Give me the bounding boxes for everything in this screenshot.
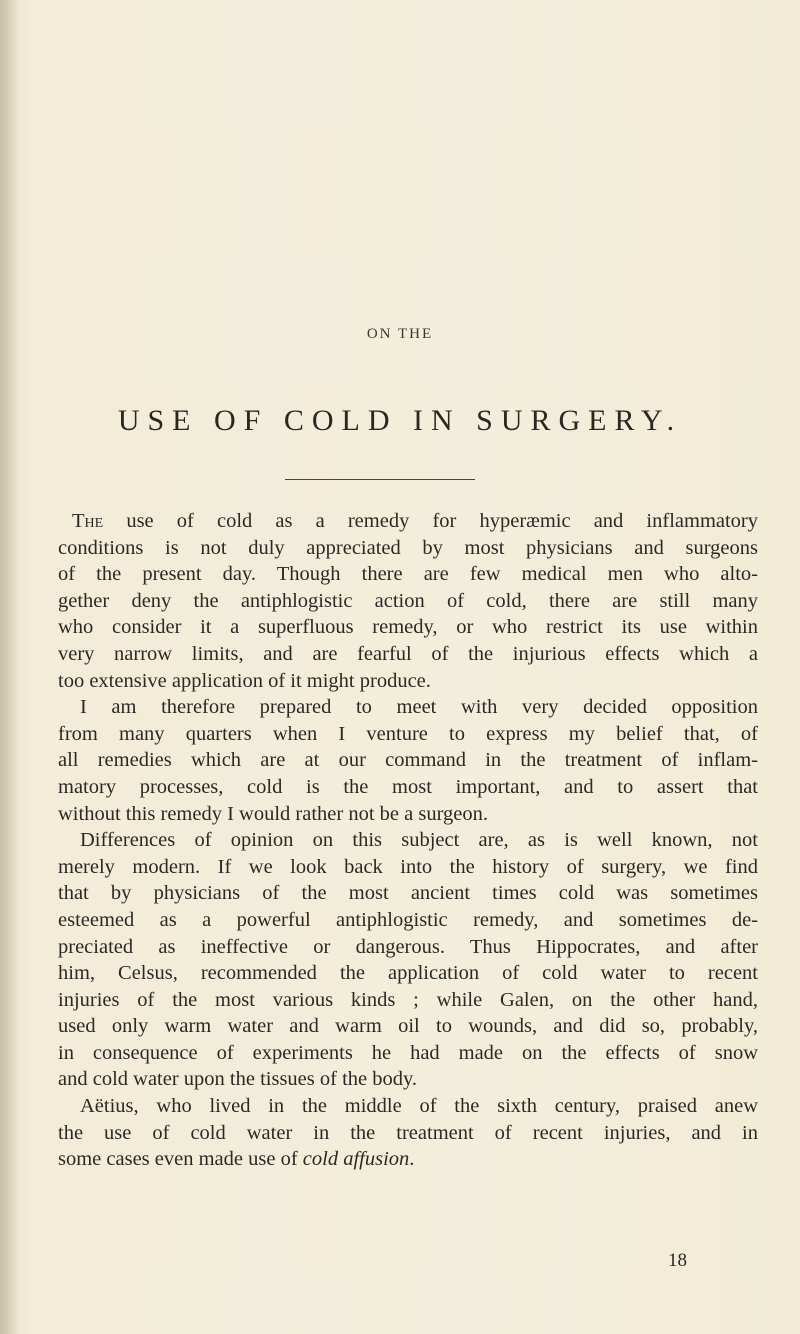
text-line: the use of cold water in the treatment of recent injuries, and in xyxy=(58,1121,758,1144)
text-line: merely modern. If we look back into the history of surgery, we find xyxy=(58,855,758,878)
text-line: who consider it a superfluous remedy, or who restrict its use within xyxy=(58,616,758,639)
text-line: of the present day. Though there are few medical men who alto- xyxy=(58,563,758,586)
title-rule xyxy=(285,479,475,480)
text-line: used only warm water and warm oil to wounds, and did so, probably, xyxy=(58,1015,758,1038)
text-line: all remedies which are at our command in the treatment of inflam- xyxy=(58,749,758,772)
text-line: conditions is not duly appreciated by most physicians and surgeons xyxy=(58,536,758,559)
lead-small-caps: The xyxy=(72,510,104,532)
text-line: from many quarters when I venture to express my belief that, of xyxy=(58,722,758,745)
text-line: preciated as ineffective or dangerous. Thus Hippocrates, and after xyxy=(58,935,758,958)
text-line: injuries of the most various kinds ; while Galen, on the other hand, xyxy=(58,988,758,1011)
page-number: 18 xyxy=(668,1250,687,1271)
text-line: without this remedy I would rather not be a surgeon. xyxy=(58,802,489,825)
italic-term: cold affusion xyxy=(302,1148,410,1171)
text-line: some cases even made use of cold affusion. xyxy=(58,1148,415,1171)
title-kicker: ON THE xyxy=(366,326,434,342)
text-line: that by physicians of the most ancient times cold was sometimes xyxy=(58,882,758,905)
chapter-title: USE OF COLD IN SURGERY. xyxy=(117,404,683,438)
text-line: him, Celsus, recommended the application of cold water to recent xyxy=(58,962,758,985)
text-line: and cold water upon the tissues of the body. xyxy=(58,1068,418,1091)
text-line: very narrow limits, and are fearful of the injurious effects which a xyxy=(58,642,758,665)
text-line: gether deny the antiphlogistic action of cold, there are still many xyxy=(58,589,758,612)
text-line: too extensive application of it might produce. xyxy=(58,669,431,692)
text-line: in consequence of experiments he had made on the effects of snow xyxy=(58,1041,758,1064)
text-line: Differences of opinion on this subject are, as is well known, not xyxy=(80,829,758,852)
text-line: I am therefore prepared to meet with very decided opposition xyxy=(80,696,758,719)
text-line: matory processes, cold is the most important, and to assert that xyxy=(58,775,758,798)
text-line: esteemed as a powerful antiphlogistic remedy, and sometimes de- xyxy=(58,908,758,931)
text-line: Aëtius, who lived in the middle of the sixth century, praised anew xyxy=(80,1095,758,1118)
page-gutter-shadow xyxy=(0,0,18,1334)
text-line: The use of cold as a remedy for hyperæmic and inflammatory xyxy=(72,510,759,532)
body-text xyxy=(58,508,758,1173)
